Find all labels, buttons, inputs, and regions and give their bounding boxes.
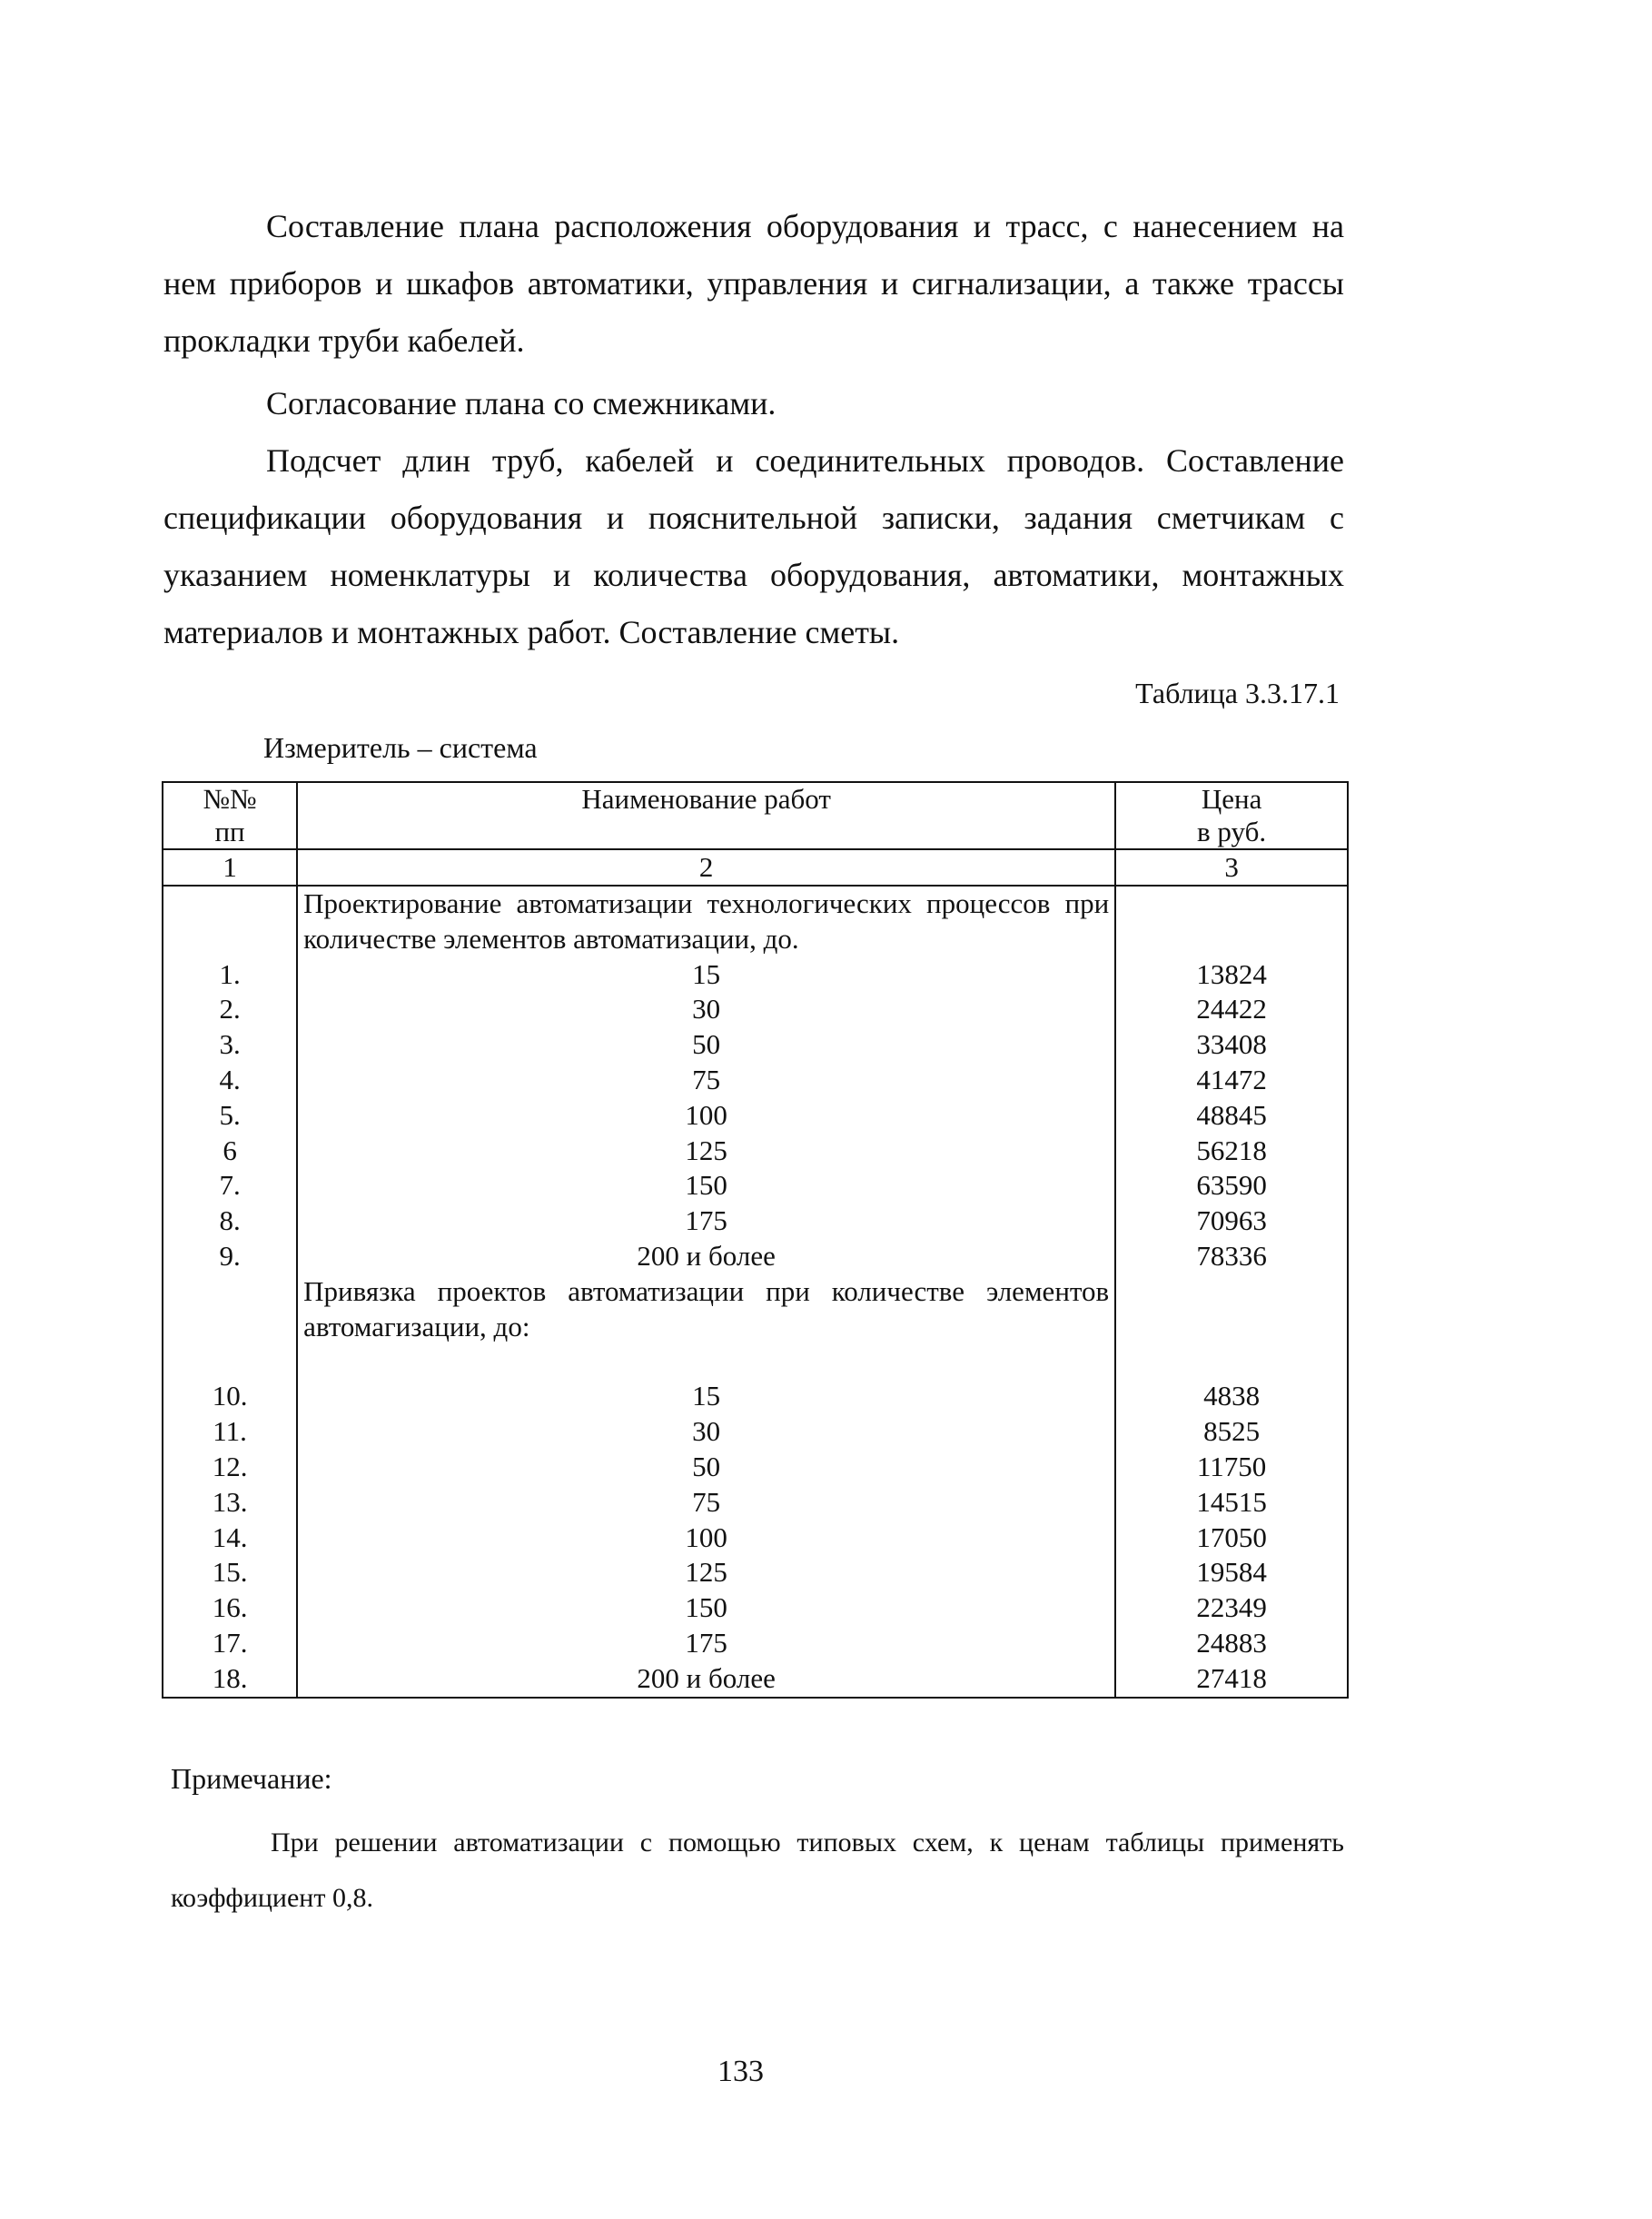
row-elements: 175: [297, 1626, 1115, 1661]
table-row: [163, 1485, 1348, 1521]
header-price-line1: Цена: [1201, 783, 1262, 815]
row-elements: 150: [297, 1590, 1115, 1626]
table-row: [163, 992, 1348, 1027]
row-price: 11750: [1115, 1450, 1348, 1485]
header-number-line1: №№: [203, 783, 257, 815]
column-number-2: 2: [297, 849, 1115, 886]
table-row: [163, 1555, 1348, 1590]
row-elements: 125: [297, 1555, 1115, 1590]
note-text: При решении автоматизации с помощью типовых схем, к ценам таблицы применять коэффициент 0,8.: [171, 1828, 1344, 1913]
row-number: 13.: [163, 1485, 297, 1521]
row-price: 14515: [1115, 1485, 1348, 1521]
row-elements: 100: [297, 1098, 1115, 1134]
paragraph-coordination: Согласование плана со смежниками.: [266, 385, 777, 421]
row-number: 14.: [163, 1521, 297, 1556]
table-row: [163, 1590, 1348, 1626]
row-price: 56218: [1115, 1134, 1348, 1169]
table-row: [163, 1204, 1348, 1239]
row-number: 18.: [163, 1661, 297, 1698]
row-elements: 200 и более: [297, 1661, 1115, 1698]
row-elements: 100: [297, 1521, 1115, 1556]
header-number-line2: пп: [214, 816, 245, 847]
row-number: 16.: [163, 1590, 297, 1626]
row-price: 4838: [1115, 1379, 1348, 1414]
row-number: 17.: [163, 1626, 297, 1661]
header-price-line2: в руб.: [1197, 816, 1267, 847]
row-number: 11.: [163, 1414, 297, 1450]
table-row: [163, 1521, 1348, 1556]
row-price: 8525: [1115, 1414, 1348, 1450]
table-row: [163, 1661, 1348, 1698]
row-number: 4.: [163, 1063, 297, 1098]
row-elements: 30: [297, 1414, 1115, 1450]
row-number: 2.: [163, 992, 297, 1027]
row-number: 3.: [163, 1027, 297, 1063]
row-elements: 125: [297, 1134, 1115, 1169]
column-number-1: 1: [163, 849, 297, 886]
section-title-design: Проектирование автоматизации технологических процессов при количестве элементов автоматизации, до.: [297, 886, 1115, 957]
row-price: 63590: [1115, 1168, 1348, 1204]
table-header-row: [163, 782, 1348, 849]
column-number-row: [163, 849, 1348, 886]
table-row: [163, 1450, 1348, 1485]
row-elements: 15: [297, 1379, 1115, 1414]
table-row: [163, 1063, 1348, 1098]
row-price: 24422: [1115, 992, 1348, 1027]
paragraph-calculation: Подсчет длин труб, кабелей и соединительных проводов. Составление спецификации оборудования и пояснительной записки, задания сметчикам с указанием номенклатуры и количества оборудования, автоматики, монтажных материалов и монтажных работ. Составление сметы.: [163, 442, 1344, 650]
table-row: [163, 1098, 1348, 1134]
section-title-row: [163, 1274, 1348, 1345]
section-title-binding: Привязка проектов автоматизации при количестве элементов автомагизации, до:: [297, 1274, 1115, 1345]
row-number: 9.: [163, 1239, 297, 1274]
row-number: 12.: [163, 1450, 297, 1485]
table-body: [163, 886, 1348, 1698]
row-price: 17050: [1115, 1521, 1348, 1556]
row-number: 10.: [163, 1379, 297, 1414]
row-price: 70963: [1115, 1204, 1348, 1239]
row-number: 8.: [163, 1204, 297, 1239]
table-row: [163, 1626, 1348, 1661]
row-elements: 150: [297, 1168, 1115, 1204]
row-elements: 50: [297, 1450, 1115, 1485]
row-number: 5.: [163, 1098, 297, 1134]
table-row: [163, 1168, 1348, 1204]
note-label: Примечание:: [171, 1762, 332, 1795]
paragraph-plan: Составление плана расположения оборудования и трасс, с нанесением на нем приборов и шкафов автоматики, управления и сигнализации, а также трассы прокладки труби кабелей.: [163, 208, 1344, 359]
meter-label: Измеритель – система: [263, 731, 538, 764]
spacer-row: [163, 1344, 1348, 1379]
table-row: [163, 1414, 1348, 1450]
header-number: [163, 782, 297, 849]
row-elements: 175: [297, 1204, 1115, 1239]
table-row: [163, 1134, 1348, 1169]
row-elements: 15: [297, 957, 1115, 993]
header-price: [1115, 782, 1348, 849]
row-price: 48845: [1115, 1098, 1348, 1134]
row-price: 24883: [1115, 1626, 1348, 1661]
row-elements: 75: [297, 1485, 1115, 1521]
row-number: 6: [163, 1134, 297, 1169]
row-price: 41472: [1115, 1063, 1348, 1098]
row-price: 78336: [1115, 1239, 1348, 1274]
row-elements: 30: [297, 992, 1115, 1027]
row-elements: 75: [297, 1063, 1115, 1098]
section-title-row: [163, 886, 1348, 957]
table-row: [163, 1239, 1348, 1274]
row-number: 1.: [163, 957, 297, 993]
row-price: 19584: [1115, 1555, 1348, 1590]
price-table: [162, 781, 1349, 1699]
row-elements: 50: [297, 1027, 1115, 1063]
column-number-3: 3: [1115, 849, 1348, 886]
page-number: 133: [717, 2055, 764, 2088]
row-price: 27418: [1115, 1661, 1348, 1698]
row-number: 15.: [163, 1555, 297, 1590]
table-row: [163, 1027, 1348, 1063]
header-work-name: Наименование работ: [297, 782, 1115, 849]
table-caption: Таблица 3.3.17.1: [1135, 677, 1340, 709]
row-price: 13824: [1115, 957, 1348, 993]
row-number: 7.: [163, 1168, 297, 1204]
row-price: 33408: [1115, 1027, 1348, 1063]
row-price: 22349: [1115, 1590, 1348, 1626]
row-elements: 200 и более: [297, 1239, 1115, 1274]
table-row: [163, 1379, 1348, 1414]
table-row: [163, 957, 1348, 993]
